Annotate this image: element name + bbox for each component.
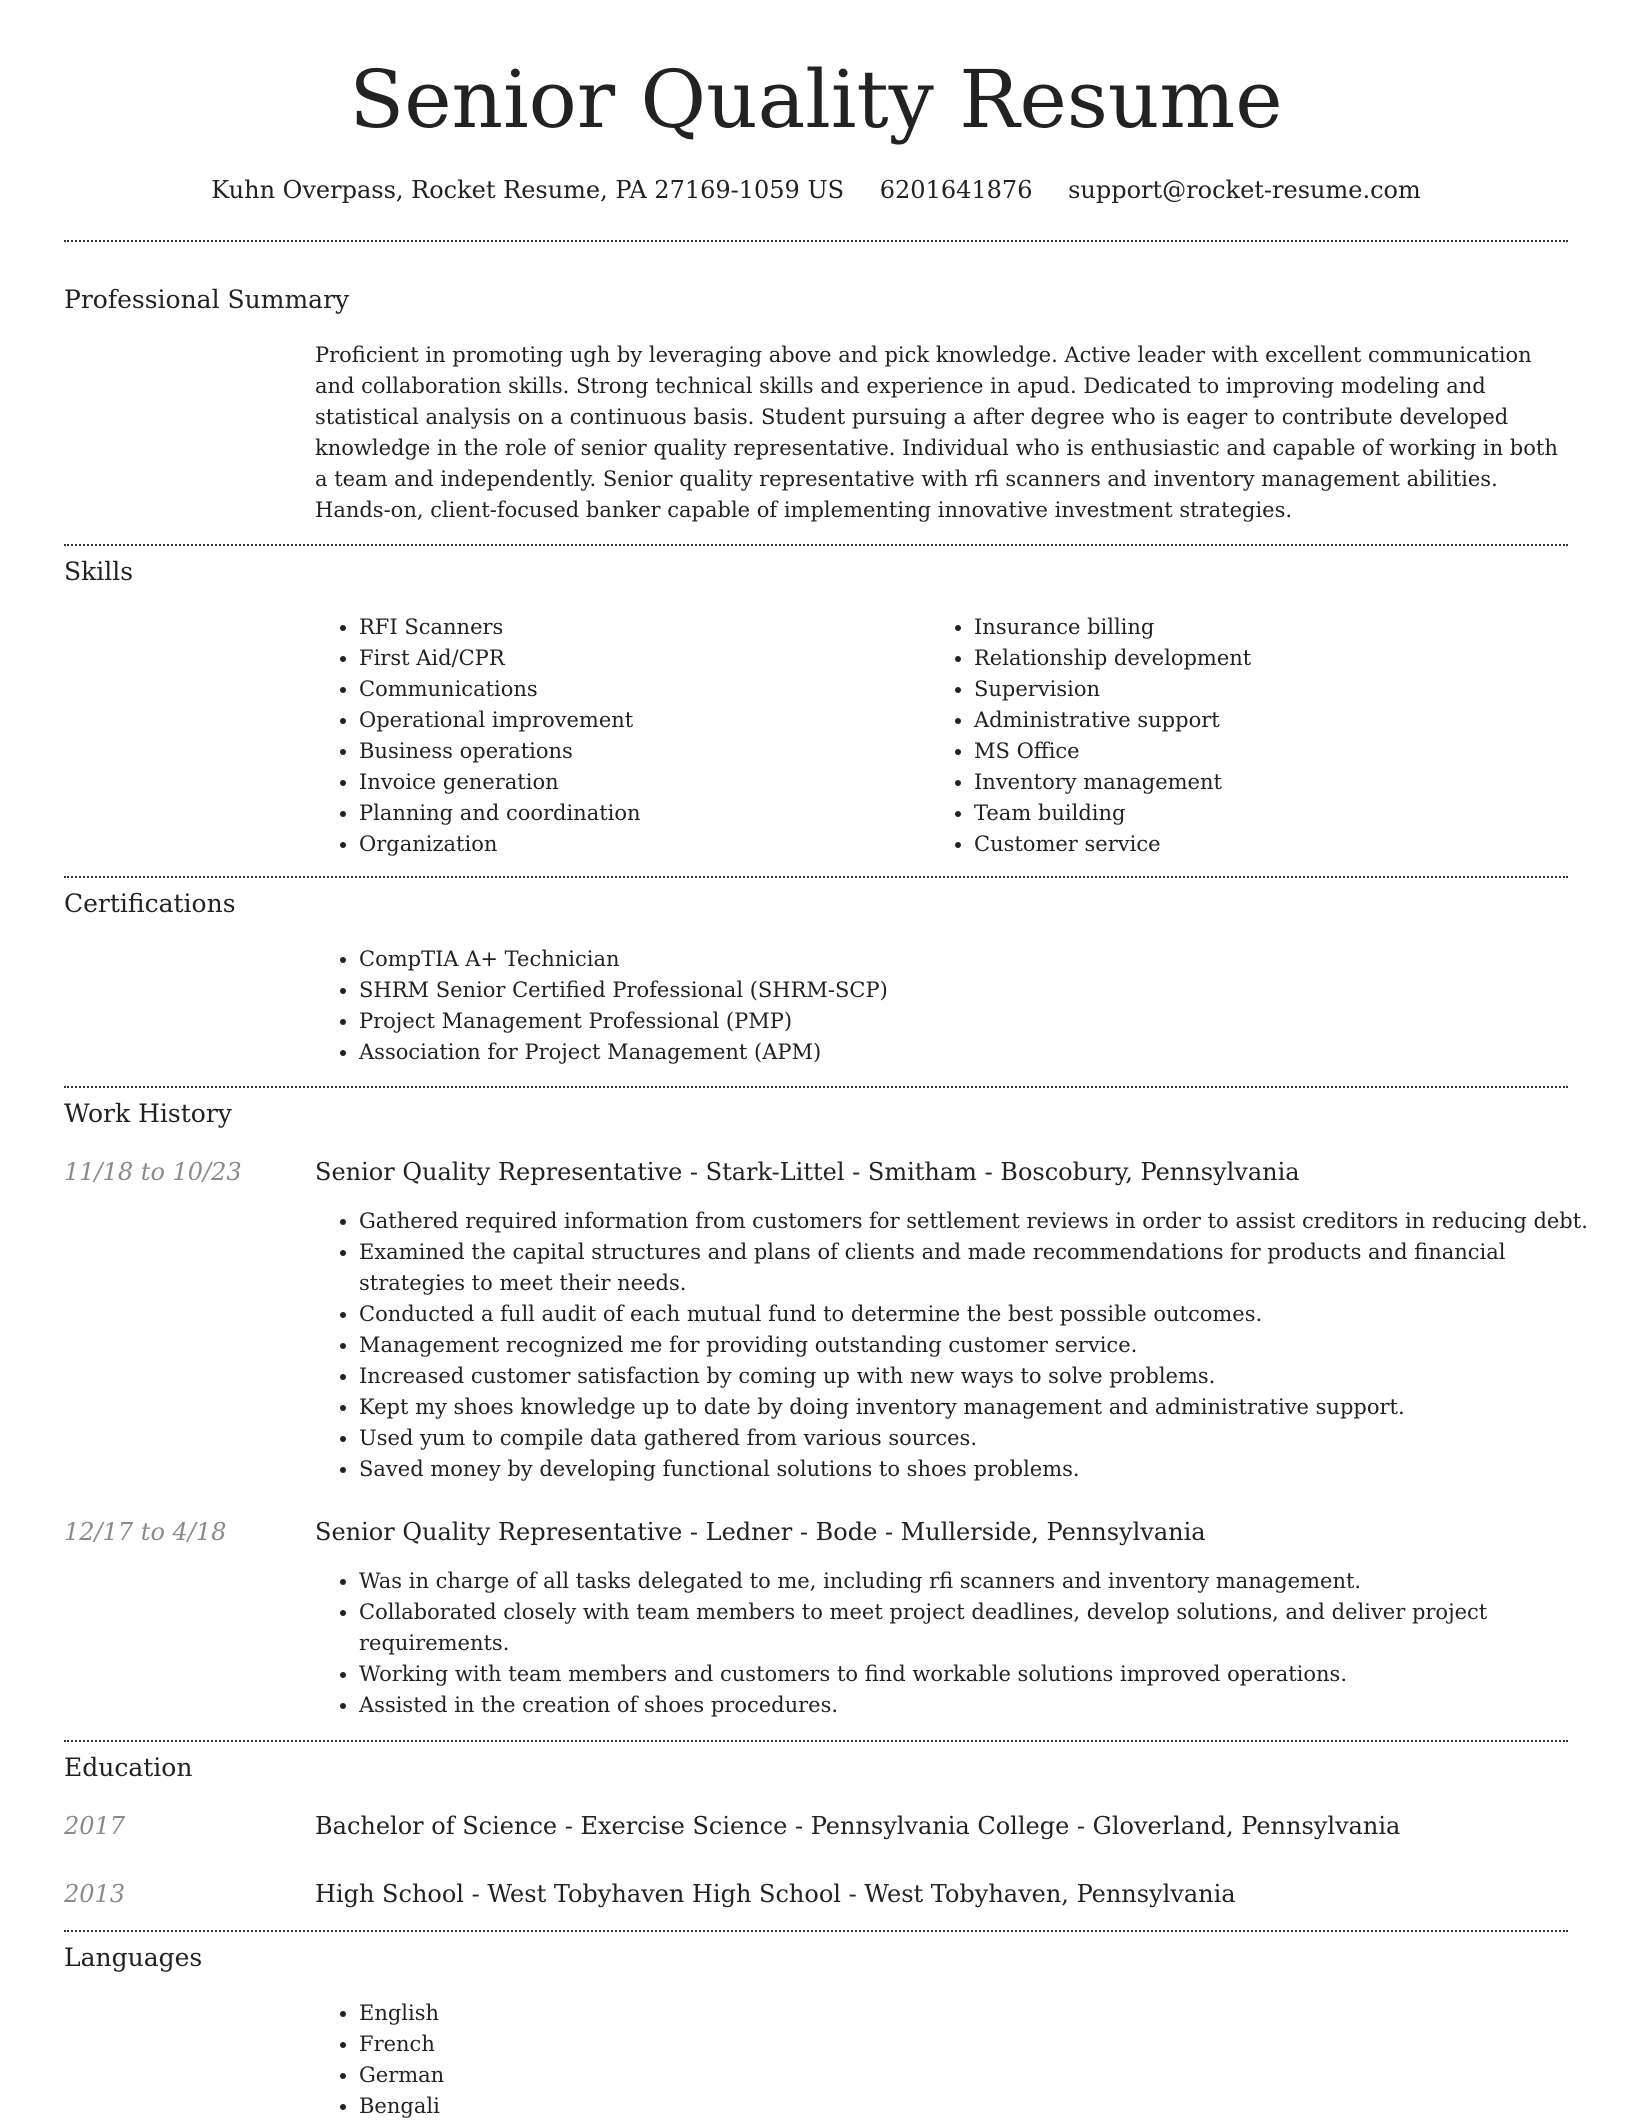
divider: [64, 1740, 1568, 1742]
summary-text: Proficient in promoting ugh by leveraging above and pick knowledge. Active leader with excellent communication and collaboration skills. Strong technical skills and experience in apud. Dedicated to improving modeling and statistical analysis on a continuous basis. Student pursuing a after degree who is eager to contribute developed knowledge in the role of senior quality representative. Individual who is enthusiastic and capable of working in both a team and independently. Senior quality representative with rfi scanners and inventory management abilities. Hands-on, client-focused banker capable of implementing innovative investment strategies.: [315, 343, 1558, 522]
list-item: • MS Office: [974, 736, 1251, 767]
section-title-skills: Skills: [64, 557, 134, 586]
languages-block: [315, 1998, 1568, 2122]
list-item: • CompTIA A+ Technician: [359, 944, 1568, 975]
list-item: • Organization: [359, 829, 641, 860]
list-item: • Business operations: [359, 736, 641, 767]
list-item: • Relationship development: [974, 643, 1251, 674]
contact-address: Kuhn Overpass, Rocket Resume, PA 27169-1059 US: [211, 176, 845, 204]
contact-phone: 6201641876: [879, 176, 1033, 204]
list-item: • Communications: [359, 674, 641, 705]
list-item: • Planning and coordination: [359, 798, 641, 829]
education-year: 2013: [64, 1880, 126, 1908]
job-bullets: [315, 1566, 1612, 1721]
list-item: • Conducted a full audit of each mutual fund to determine the best possible outcomes.: [359, 1299, 1612, 1330]
divider: [64, 1086, 1568, 1088]
resume-title: Senior Quality Resume: [349, 53, 1283, 146]
divider: [64, 240, 1568, 242]
list-item: • Saved money by developing functional solutions to shoes problems.: [359, 1454, 1612, 1485]
education-year: 2017: [64, 1812, 126, 1840]
list-item: • Invoice generation: [359, 767, 641, 798]
list-item: • French: [359, 2029, 1568, 2060]
divider: [64, 1930, 1568, 1932]
skills-block: [315, 612, 1568, 862]
job-title: Senior Quality Representative - Ledner - Bode - Mullerside, Pennsylvania: [315, 1518, 1206, 1546]
list-item: • Inventory management: [974, 767, 1251, 798]
list-item: • SHRM Senior Certified Professional (SHRM-SCP): [359, 975, 1568, 1006]
education-heading: High School - West Tobyhaven High School - West Tobyhaven, Pennsylvania: [315, 1880, 1236, 1908]
list-item: • Insurance billing: [974, 612, 1251, 643]
job-dates: 12/17 to 4/18: [64, 1518, 227, 1546]
list-item: • RFI Scanners: [359, 612, 641, 643]
list-item: • First Aid/CPR: [359, 643, 641, 674]
education-heading: Bachelor of Science - Exercise Science - Pennsylvania College - Gloverland, Pennsylvania: [315, 1812, 1401, 1840]
list-item: • Administrative support: [974, 705, 1251, 736]
list-item: • Management recognized me for providing outstanding customer service.: [359, 1330, 1612, 1361]
list-item: • Gathered required information from customers for settlement reviews in order to assist creditors in reducing debt.: [359, 1206, 1612, 1237]
contact-line: [0, 170, 1632, 210]
list-item: • Customer service: [974, 829, 1251, 860]
skills-list-right: [930, 612, 1251, 860]
list-item: • Operational improvement: [359, 705, 641, 736]
section-title-work-history: Work History: [64, 1099, 232, 1128]
list-item: • Project Management Professional (PMP): [359, 1006, 1568, 1037]
list-item: • Collaborated closely with team members to meet project deadlines, develop solutions, and deliver project requirements.: [359, 1597, 1612, 1659]
list-item: • Working with team members and customers to find workable solutions improved operations.: [359, 1659, 1612, 1690]
list-item: • Examined the capital structures and plans of clients and made recommendations for products and financial strategies to meet their needs.: [359, 1237, 1612, 1299]
section-title-summary: Professional Summary: [64, 285, 350, 314]
list-item: • Supervision: [974, 674, 1251, 705]
job-dates: 11/18 to 10/23: [64, 1158, 242, 1186]
section-title-certifications: Certifications: [64, 889, 236, 918]
divider: [64, 544, 1568, 546]
section-title-languages: Languages: [64, 1943, 203, 1972]
summary-block: [315, 340, 1568, 526]
contact-email: support@rocket-resume.com: [1068, 176, 1421, 204]
list-item: • Was in charge of all tasks delegated to me, including rfi scanners and inventory management.: [359, 1566, 1612, 1597]
certifications-block: [315, 944, 1568, 1068]
section-title-education: Education: [64, 1753, 193, 1782]
list-item: • Increased customer satisfaction by coming up with new ways to solve problems.: [359, 1361, 1612, 1392]
list-item: • Bengali: [359, 2091, 1568, 2122]
skills-list-left: [315, 612, 641, 860]
list-item: • Team building: [974, 798, 1251, 829]
job-bullets: [315, 1206, 1612, 1485]
list-item: • Used yum to compile data gathered from various sources.: [359, 1423, 1612, 1454]
list-item: • Association for Project Management (APM): [359, 1037, 1568, 1068]
list-item: • English: [359, 1998, 1568, 2029]
job-title: Senior Quality Representative - Stark-Littel - Smitham - Boscobury, Pennsylvania: [315, 1158, 1300, 1186]
languages-list: [315, 1998, 1568, 2122]
divider: [64, 876, 1568, 878]
certifications-list: [315, 944, 1568, 1068]
list-item: • German: [359, 2060, 1568, 2091]
list-item: • Kept my shoes knowledge up to date by doing inventory management and administrative support.: [359, 1392, 1612, 1423]
list-item: • Assisted in the creation of shoes procedures.: [359, 1690, 1612, 1721]
